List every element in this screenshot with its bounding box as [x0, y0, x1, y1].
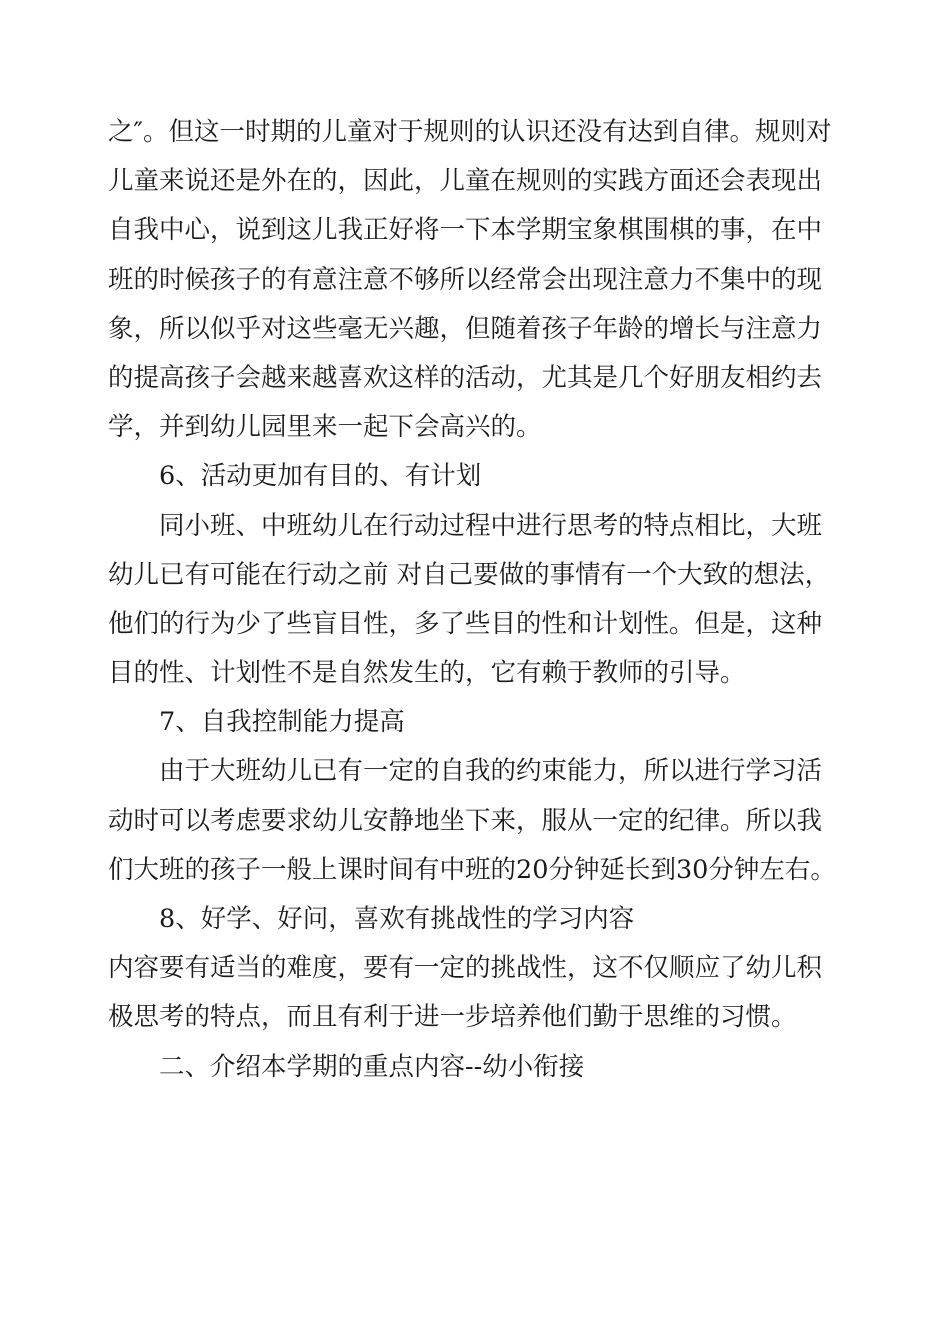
- paragraph-line: 班的时候孩子的有意注意不够所以经常会出现注意力不集中的现: [108, 264, 823, 295]
- paragraph-line: 自我中心，说到这儿我正好将一下本学期宝象棋围棋的事，在中: [108, 215, 823, 246]
- paragraph-line: 由于大班幼儿已有一定的自我的约束能力，所以进行学习活: [159, 756, 823, 787]
- paragraph-line: 内容要有适当的难度，要有一定的挑战性，这不仅顺应了幼儿积: [108, 953, 823, 984]
- paragraph-line: 们大班的孩子一般上课时间有中班的20分钟延长到30分钟左右。: [108, 854, 836, 885]
- paragraph-line: 同小班、中班幼儿在行动过程中进行思考的特点相比，大班: [159, 510, 823, 541]
- paragraph-line: 幼儿已有可能在行动之前 对自己要做的事情有一个大致的想法，: [108, 559, 831, 590]
- paragraph-line: 儿童来说还是外在的，因此，儿童在规则的实践方面还会表现出: [108, 166, 823, 197]
- paragraph-line: 象，所以似乎对这些毫无兴趣，但随着孩子年龄的增长与注意力: [108, 313, 823, 344]
- section-heading-2: 二、介绍本学期的重点内容--幼小衔接: [159, 1051, 585, 1082]
- paragraph-line: 极思考的特点，而且有利于进一步培养他们勤于思维的习惯。: [108, 1002, 797, 1033]
- section-heading-6: 6、活动更加有目的、有计划: [159, 461, 482, 492]
- document-body: [108, 108, 838, 1092]
- paragraph-line: 动时可以考虑要求幼儿安静地坐下来，服从一定的纪律。所以我: [108, 805, 823, 836]
- paragraph-line: 目的性、计划性不是自然发生的，它有赖于教师的引导。: [108, 658, 746, 689]
- paragraph-line: 之″。但这一时期的儿童对于规则的认识还没有达到自律。规则对: [108, 117, 832, 147]
- paragraph-line: 他们的行为少了些盲目性，多了些目的性和计划性。但是，这种: [108, 608, 823, 639]
- paragraph-line: 学，并到幼儿园里来一起下会高兴的。: [108, 412, 542, 443]
- section-heading-7: 7、自我控制能力提高: [159, 707, 405, 738]
- paragraph-line: 的提高孩子会越来越喜欢这样的活动，尤其是几个好朋友相约去: [108, 362, 823, 393]
- section-heading-8: 8、好学、好问，喜欢有挑战性的学习内容: [159, 904, 635, 934]
